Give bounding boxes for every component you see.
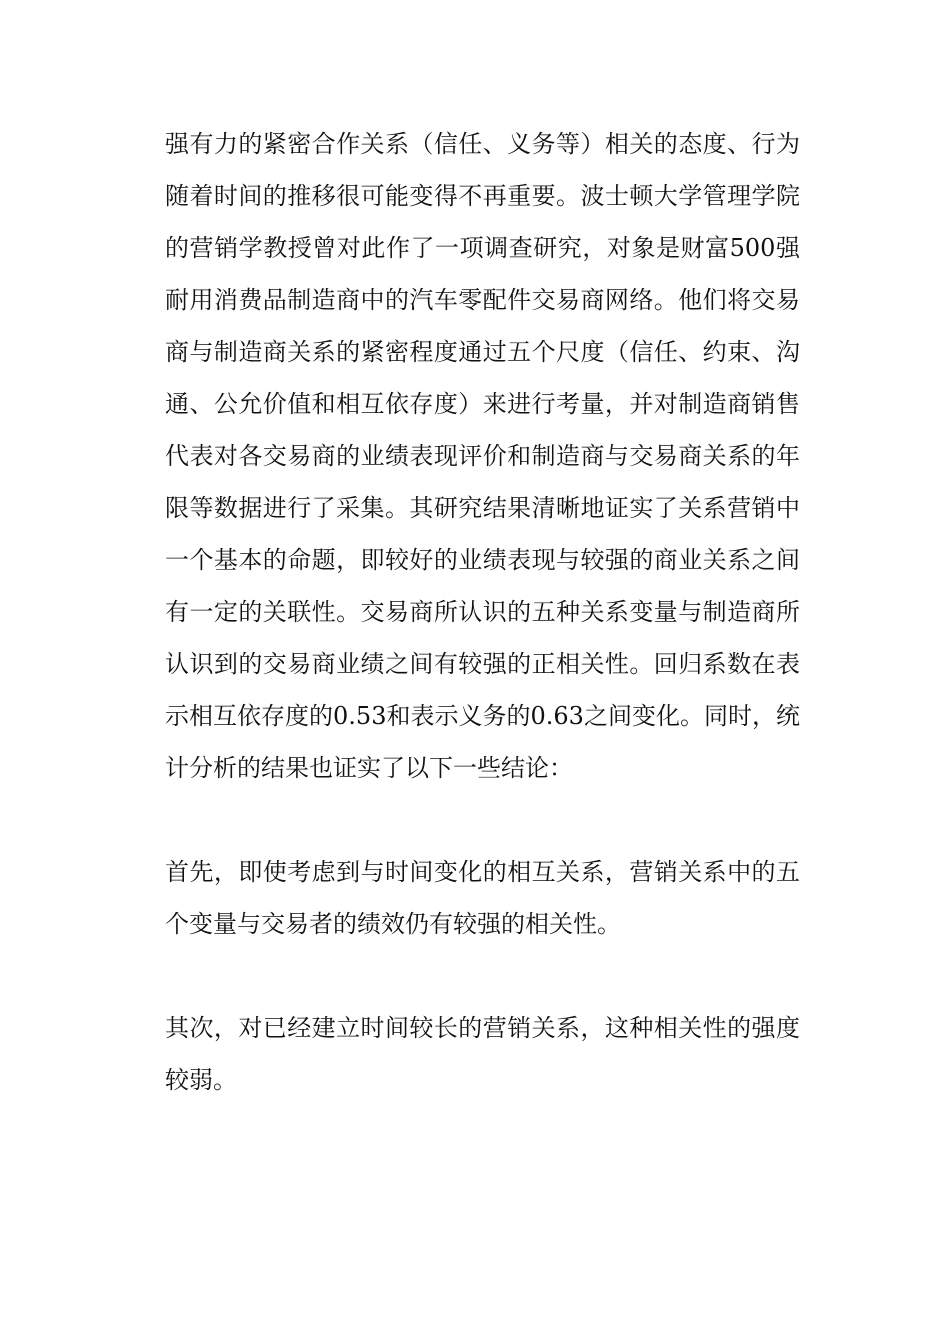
document-body <box>165 118 800 1106</box>
paragraph-research-study: 强有力的紧密合作关系（信任、义务等）相关的态度、行为随着时间的推移很可能变得不再重要。波士顿大学管理学院的营销学教授曾对此作了一项调查研究，对象是财富500强耐用消费品制造商中的汽车零配件交易商网络。他们将交易商与制造商关系的紧密程度通过五个尺度（信任、约束、沟通、公允价值和相互依存度）来进行考量，并对制造商销售代表对各交易商的业绩表现评价和制造商与交易商关系的年限等数据进行了采集。其研究结果清晰地证实了关系营销中一个基本的命题，即较好的业绩表现与较强的商业关系之间有一定的关联性。交易商所认识的五种关系变量与制造商所认识到的交易商业绩之间有较强的正相关性。回归系数在表示相互依存度的0.53和表示义务的0.63之间变化。同时，统计分析的结果也证实了以下一些结论： <box>165 130 800 782</box>
paragraph-first-conclusion: 首先，即使考虑到与时间变化的相互关系，营销关系中的五个变量与交易者的绩效仍有较强的相关性。 <box>165 858 800 938</box>
paragraph-second-conclusion: 其次，对已经建立时间较长的营销关系，这种相关性的强度较弱。 <box>165 1014 800 1094</box>
paragraph-spacer <box>165 794 800 846</box>
paragraph-spacer <box>165 950 800 1002</box>
